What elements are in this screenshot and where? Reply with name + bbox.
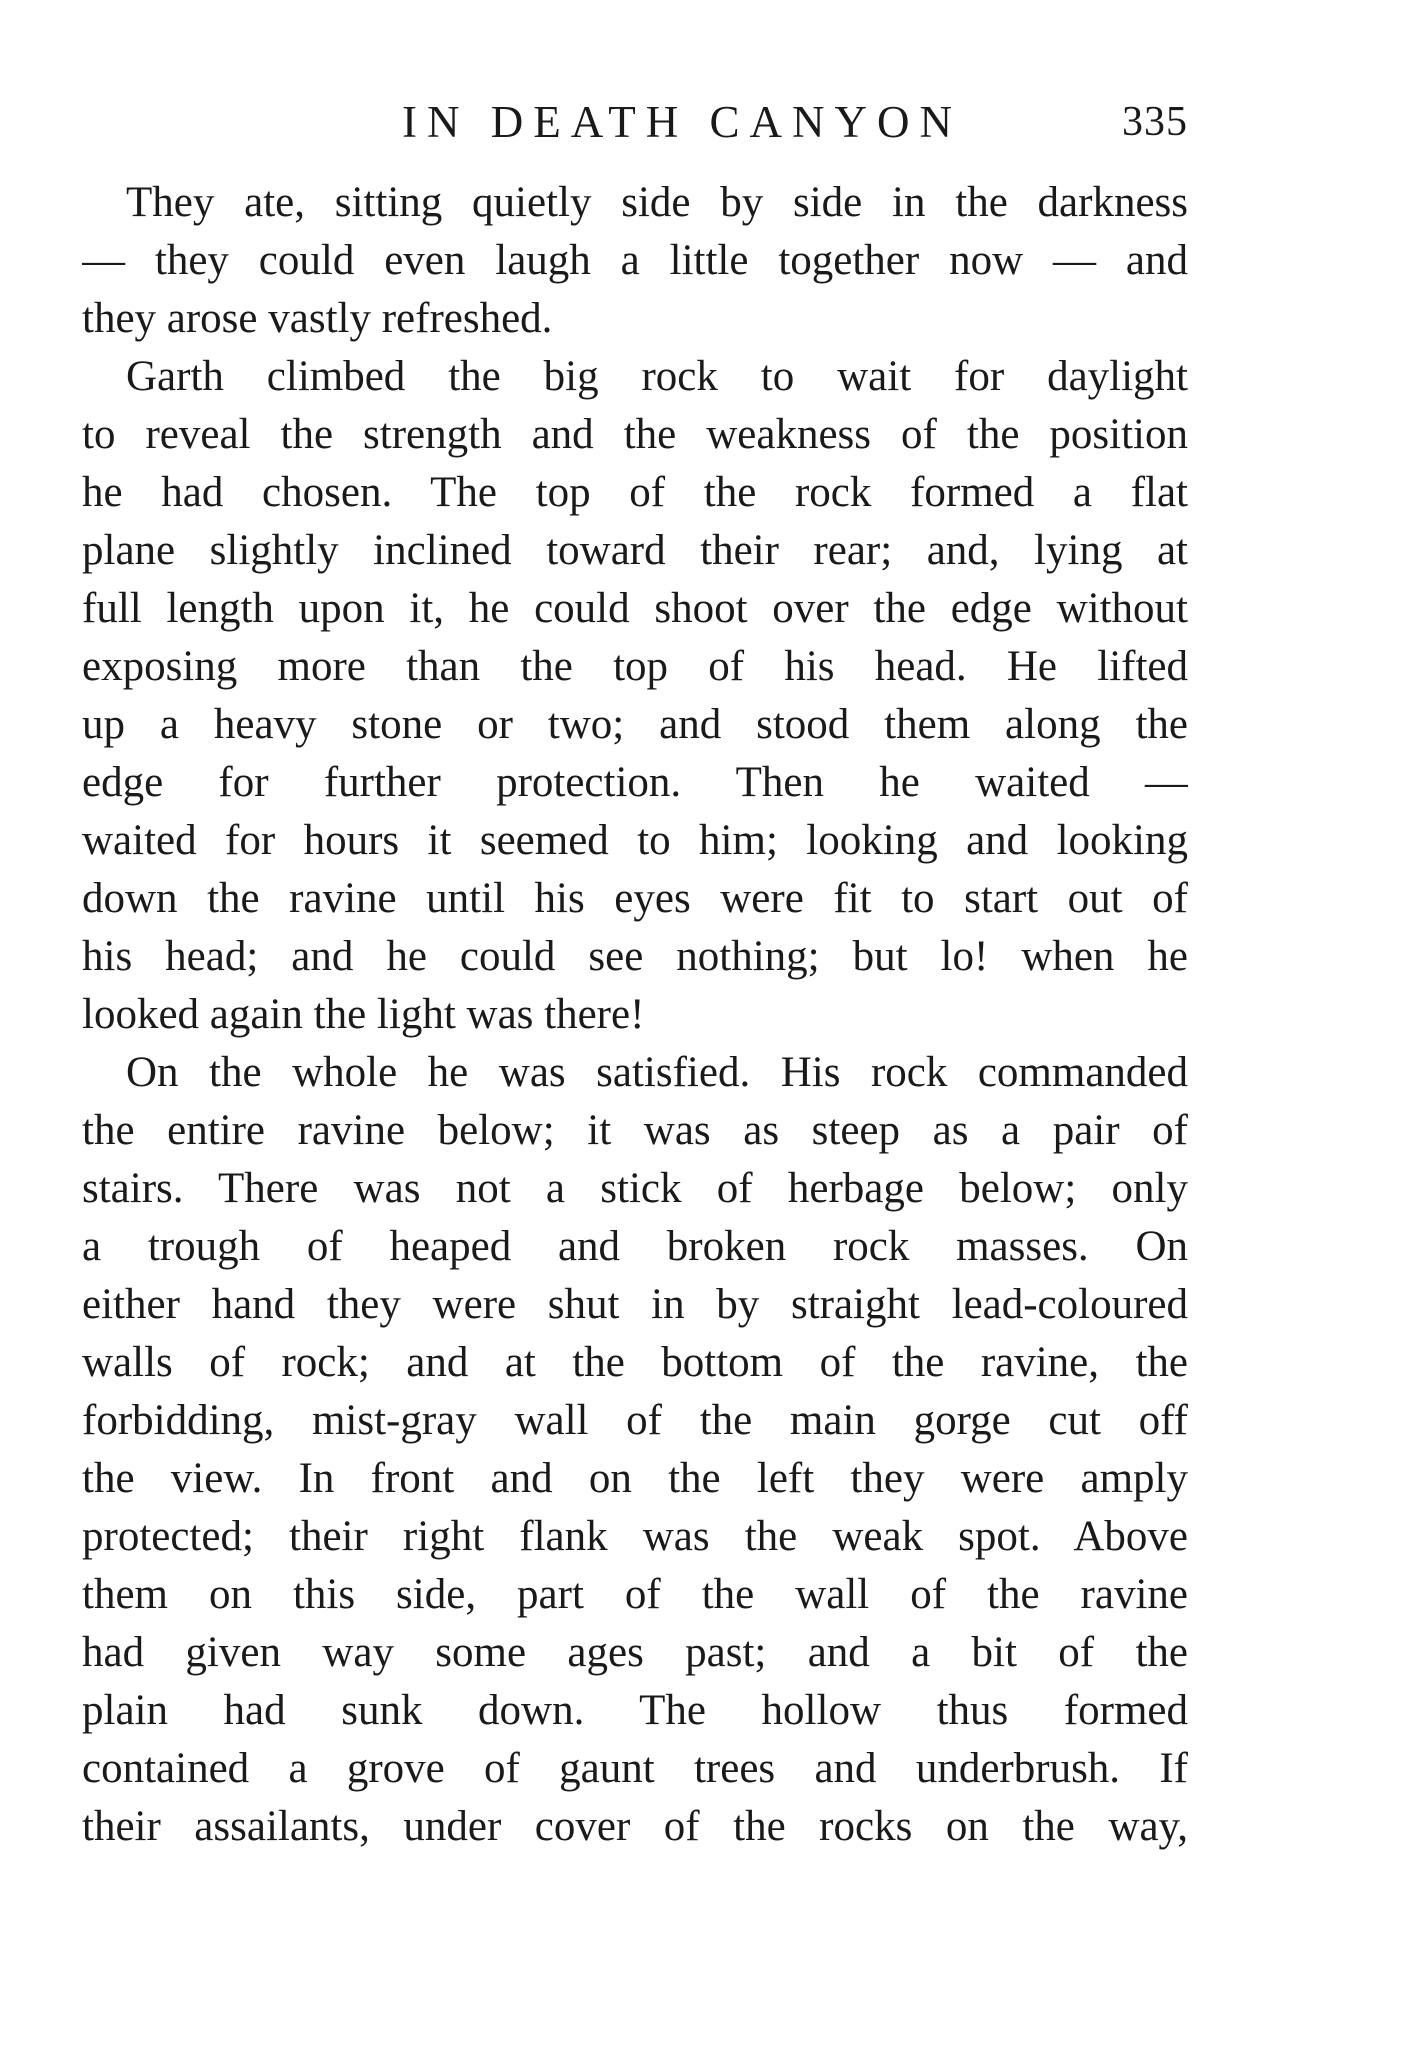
text-line: the entire ravine below; it was as steep as a pair of [82,1107,1188,1154]
text-line: forbidding, mist-gray wall of the main gorge cut off [82,1397,1188,1444]
paragraph [82,1044,1188,1856]
text-line: down the ravine until his eyes were fit to start out of [82,875,1188,922]
text-line: They ate, sitting quietly side by side in the darkness [126,179,1188,226]
text-line: their assailants, under cover of the rocks on the way, [82,1803,1188,1850]
text-line: On the whole he was satisfied. His rock commanded [126,1049,1188,1096]
text-line: a trough of heaped and broken rock masses. On [82,1223,1188,1270]
text-line: contained a grove of gaunt trees and underbrush. If [82,1745,1188,1792]
text-line: waited for hours it seemed to him; looking and looking [82,817,1188,864]
text-line: the view. In front and on the left they were amply [82,1455,1188,1502]
text-line: looked again the light was there! [82,991,645,1038]
text-line: Garth climbed the big rock to wait for daylight [126,353,1188,400]
running-head [82,92,1188,152]
paragraph [82,348,1188,1044]
text-line: they arose vastly refreshed. [82,295,553,342]
text-line: full length upon it, he could shoot over the edge without [82,585,1188,632]
running-title: IN DEATH CANYON [402,97,962,147]
text-line: walls of rock; and at the bottom of the ravine, the [82,1339,1188,1386]
text-line: them on this side, part of the wall of the ravine [82,1571,1188,1618]
text-line: protected; their right flank was the weak spot. Above [82,1513,1188,1560]
text-line: to reveal the strength and the weakness of the position [82,411,1188,458]
text-line: up a heavy stone or two; and stood them along the [82,701,1188,748]
text-line: had given way some ages past; and a bit of the [82,1629,1188,1676]
body-text [82,174,1188,1856]
text-line: stairs. There was not a stick of herbage below; only [82,1165,1188,1212]
page-number: 335 [1122,99,1188,145]
text-line: — they could even laugh a little together now — and [82,237,1188,284]
text-line: either hand they were shut in by straight lead-coloured [82,1281,1188,1328]
text-line: his head; and he could see nothing; but lo! when he [82,933,1188,980]
text-line: exposing more than the top of his head. He lifted [82,643,1188,690]
text-line: edge for further protection. Then he waited — [82,759,1188,806]
text-line: he had chosen. The top of the rock formed a flat [82,469,1188,516]
paragraph [82,174,1188,348]
text-line: plane slightly inclined toward their rear; and, lying at [82,527,1188,574]
text-line: plain had sunk down. The hollow thus formed [82,1687,1188,1734]
